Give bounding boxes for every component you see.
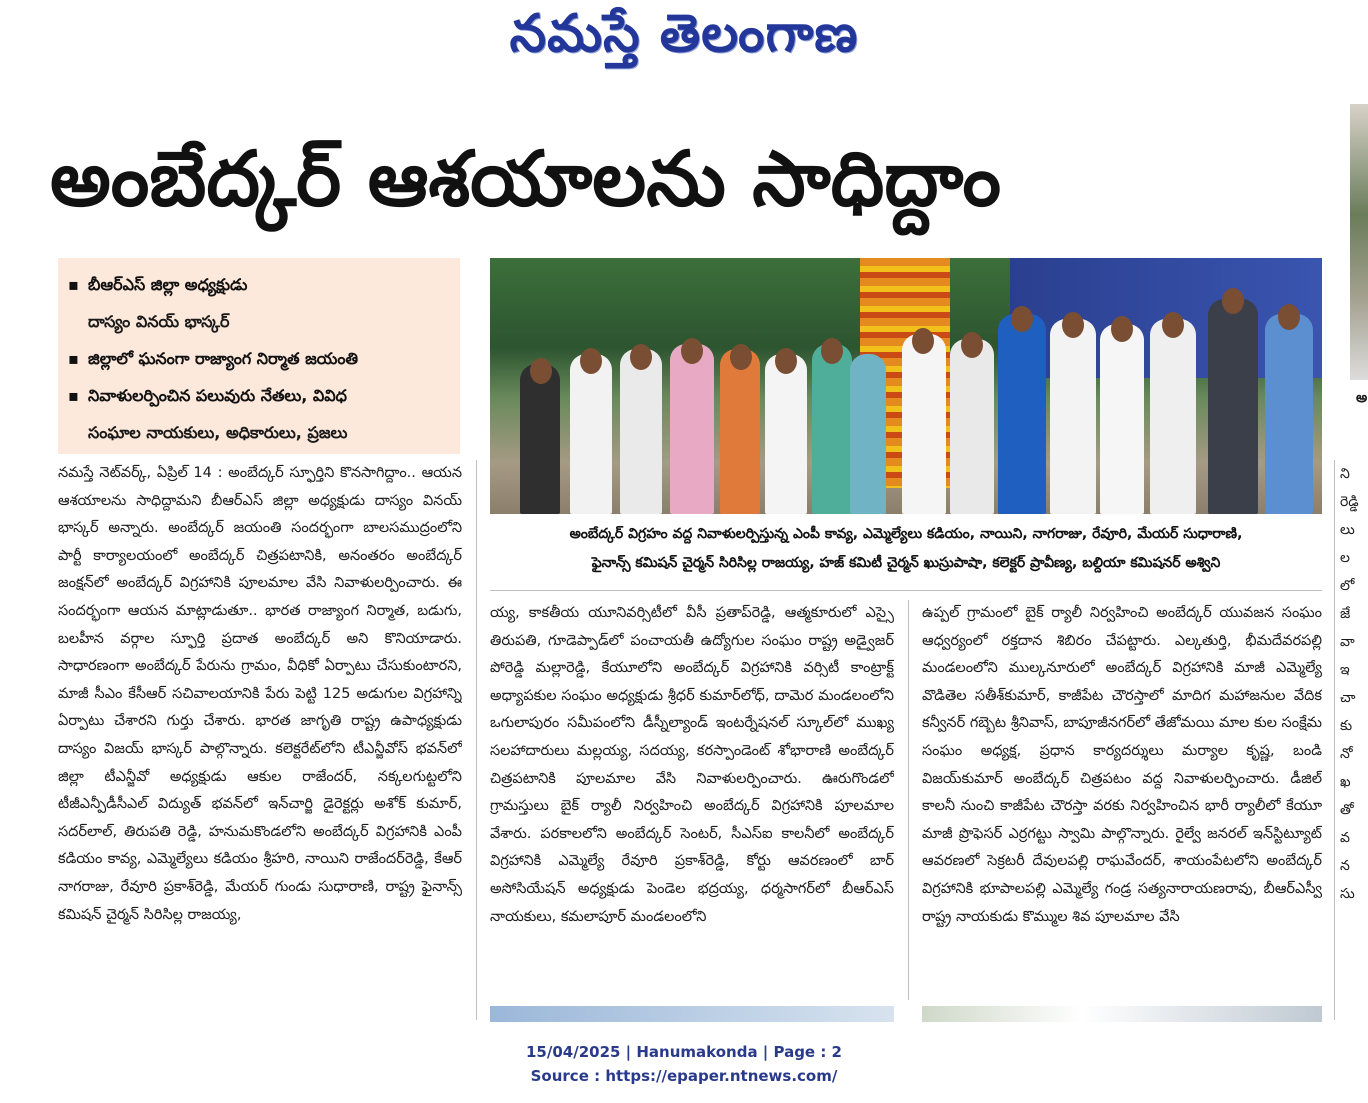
highlight-text: దాస్యం వినయ్ భాస్కర్ [88,312,230,331]
photo-person [1100,324,1144,514]
highlight-text: సంఘాల నాయకులు, అధికారులు, ప్రజలు [88,423,348,442]
masthead-logo: నమస్తే తెలంగాణ [509,4,859,64]
adjacent-strip-fragment: చా [1340,690,1356,706]
adjacent-strip-fragment: ల [1340,550,1350,566]
highlight-text: బీఆర్ఎస్ జిల్లా అధ్యక్షుడు [88,275,248,294]
adjacent-strip-fragment: సు [1340,886,1355,902]
adjacent-strip-fragment: వా [1340,634,1355,650]
adjacent-photo [1350,104,1368,380]
article-text: నమస్తే నెట్‌వర్క్, ఏప్రిల్ 14 : అంబేద్కర్ స్ఫూర్తిని కొనసాగిద్దాం.. ఆయన ఆశయాలను సాధిద్దామని బీఆర్ఎస్ జిల్లా అధ్యక్షుడు దాస్యం వినయ్ భాస్కర్ అన్నారు. అంబేద్కర్ జయంతి సందర్భంగా బాలసముద్రంలోని పార్టీ కార్యాలయంలో అంబేద్కర్ చిత్రపటానికి, అనంతరం అంబేద్కర్ జంక్షన్‌లో అంబేద్కర్ విగ్రహానికి పూలమాల వేసి నివాళులర్పించారు. ఈ సందర్భంగా ఆయన మాట్లాడుతూ.. భారత రాజ్యాంగ నిర్మాత, బడుగు, బలహీన వర్గాల స్ఫూర్తి ప్రదాత అంబేద్కర్ అని కొనియాడారు. సాధారణంగా అంబేద్కర్ పేరును గ్రామం, వీధికో ఏర్పాటు చేసుకుంటారని, మాజీ సీఎం కేసీఆర్ సచివాలయానికి పేరు పెట్టి 125 అడుగుల విగ్రహాన్ని ఏర్పాటు చేశారని గుర్తు చేశారు. భారత జాగృతి రాష్ట్ర ఉపాధ్యక్షుడు దాస్యం విజయ్ భాస్కర్ పాల్గొన్నారు. కలెక్టరేట్‌లోని టీఎన్జీవోస్ భవన్‌లో జిల్లా టీఎన్జీవో అధ్యక్షుడు ఆకుల రాజేందర్, నక్కలగుట్టలోని టీజీఎన్పీడీసీఎల్ విద్యుత్ భవన్‌లో ఇన్‌చార్జి డైరెక్టర్లు అశోక్ కుమార్, సదర్‌లాల్, తిరుపతి రెడ్డి, హనుమకొండలోని అంబేద్కర్ విగ్రహానికి ఎంపీ కడియం కావ్య, ఎమ్మెల్యేలు కడియం శ్రీహరి, నాయిని రాజేందర్‌రెడ్డి, కేఆర్ నాగరాజు, రేవూరి ప్రకాశ్‌రెడ్డి, మేయర్ గుండు సుధారాణి, రాష్ట్ర ఫైనాన్స్ కమిషన్ చైర్మన్ సిరిసిల్ల రాజయ్య, [58,465,462,923]
bottom-photo-right [922,1006,1322,1022]
article-column-3 [922,600,1322,1000]
photo-head [775,348,797,374]
article-text: ఉప్పల్ గ్రామంలో బైక్ ర్యాలీ నిర్వహించి అంబేద్కర్ యువజన సంఘం ఆధ్వర్యంలో రక్తదాన శిబిరం చేపట్టారు. ఎల్కతుర్తి, భీమదేవరపల్లి మండలంలోని ముల్కనూరులో అంబేద్కర్ విగ్రహానికి మాజీ ఎమ్మెల్యే వొడితెల సతీశ్‌కుమార్, కాజీపేట చౌరస్తాలో మాదిగ మహాజనుల వేదిక కన్వీనర్ గబ్బెట శ్రీనివాస్, బాపూజీనగర్‌లో తేజోమయి మాల కుల సంక్షేమ సంఘం అధ్యక్ష, ప్రధాన కార్యదర్శులు మర్యాల కృష్ణ, బండి విజయ్‌కుమార్ అంబేద్కర్ చిత్రపటం వద్ద నివాళులర్పించారు. డీజిల్ కాలనీ నుంచి కాజీపేట చౌరస్తా వరకు నిర్వహించిన భారీ ర్యాలీలో కేయూ మాజీ ప్రొఫెసర్ ఎర్రగట్టు స్వామి పాల్గొన్నారు. రైల్వే జనరల్ ఇన్‌స్టిట్యూట్ ఆవరణలో సెక్రటరీ దేవులపల్లి రాఘవేందర్, శాయంపేటలోని అంబేద్కర్ విగ్రహానికి భూపాలపల్లి ఎమ్మెల్యే గండ్ర సత్యనారాయణరావు, బీఆర్ఎస్వీ రాష్ట్ర నాయకుడు కొమ్ముల శివ పూలమాల వేసి [922,605,1322,925]
article-column-1 [58,460,462,1022]
highlight-item [68,340,450,377]
photo-head [1062,312,1084,338]
photo-caption [490,520,1322,582]
highlights-box [58,258,460,454]
bottom-photo-left [490,1006,894,1022]
adjacent-article-strip [1340,460,1368,1020]
photo-person [812,344,852,514]
adjacent-strip-fragment: లు [1340,522,1355,538]
photo-head [1111,316,1133,342]
adjacent-strip-fragment: తో [1340,802,1354,818]
caption-line: ఫైనాన్స్ కమిషన్ చైర్మన్ సిరిసిల్ల రాజయ్య, హజ్ కమిటీ చైర్మన్ ఖుస్రుపాషా, కలెక్టర్ ప్రావీణ్య, బల్దియా కమిషనర్ అశ్విని [591,555,1221,571]
caption-line: అంబేద్కర్ విగ్రహం వద్ద నివాళులర్పిస్తున్న ఎంపీ కావ్య, ఎమ్మెల్యేలు కడియం, నాయిని, నాగరాజు, రేవూరి, మేయర్ సుధారాణి, [569,526,1243,542]
photo-person [1265,314,1313,514]
article-text: య్య, కాకతీయ యూనివర్సిటీలో వీసీ ప్రతాప్‌రెడ్డి, ఆత్మకూరులో ఎస్సై తిరుపతి, గూడెప్పాడ్‌లో పంచాయతీ ఉద్యోగుల సంఘం రాష్ట్ర అడ్వైజర్ పోరెడ్డి మల్లారెడ్డి, కేయూలోని అంబేద్కర్ విగ్రహానికి వర్సిటీ కాంట్రాక్ట్ అధ్యాపకుల సంఘం అధ్యక్షుడు శ్రీధర్ కుమార్‌లోధ్, దామెర మండలంలోని ఒగులాపురం సమీపంలోని డీస్నీల్యాండ్ ఇంటర్నేషనల్ స్కూల్‌లో ముఖ్య సలహాదారులు మల్లయ్య, సదయ్య, కరస్పాండెంట్ శోభారాణి అంబేద్కర్ చిత్రపటానికి పూలమాల వేసి నివాళులర్పించారు. ఊరుగొండలో గ్రామస్తులు బైక్ ర్యాలీ నిర్వహించి అంబేద్కర్ విగ్రహానికి పూలమాల వేశారు. పరకాలలోని అంబేద్కర్ సెంటర్, సీఎస్ఐ కాలనీలో అంబేద్కర్ విగ్రహానికి ఎమ్మెల్యే రేవూరి ప్రకాశ్‌రెడ్డి, కోర్టు ఆవరణంలో బార్ అసోసియేషన్ అధ్యక్షుడు పెండెల భద్రయ్య, ధర్మసాగర్‌లో బీఆర్ఎస్ నాయకులు, కమలాపూర్ మండలంలోని [490,605,894,925]
news-photo [490,258,1322,514]
photo-head [580,348,602,374]
divider [908,600,909,1000]
footer-source-line: Source : https://epaper.ntnews.com/ [530,1067,838,1085]
highlight-item [68,266,450,303]
divider [490,590,1322,591]
photo-person [950,339,994,514]
photo-person [570,354,612,514]
adjacent-strip-fragment: లో [1340,578,1355,594]
photo-person [520,364,560,514]
adjacent-strip-fragment: నో [1340,746,1353,762]
photo-person [998,314,1046,514]
photo-person [1208,299,1258,514]
photo-head [530,358,552,384]
photo-head [1162,312,1184,338]
photo-person [850,354,886,514]
photo-person [670,344,714,514]
photo-head [1011,306,1033,332]
bullet-icon: ▪ [68,386,79,405]
photo-person [902,334,946,514]
adjacent-strip-fragment: ఖ [1340,774,1351,790]
photo-person [620,349,662,514]
highlight-item [68,377,450,414]
adjacent-strip-fragment: వ [1340,830,1350,846]
adjacent-strip-fragment: జే [1340,606,1351,622]
bullet-icon: ▪ [68,349,79,368]
divider [476,460,477,1020]
photo-head [1278,304,1300,330]
adjacent-strip-fragment: ఇ [1340,662,1350,678]
photo-head [681,338,703,364]
bullet-icon: ▪ [68,275,79,294]
photo-head [821,338,843,364]
adjacent-strip-fragment: కు [1340,718,1353,734]
highlight-text: జిల్లాలో ఘనంగా రాజ్యాంగ నిర్మాత జయంతి [88,349,358,368]
photo-head [961,332,983,358]
photo-head [912,328,934,354]
adjacent-strip-fragment: రెడ్డి [1340,494,1359,510]
photo-head [730,344,752,370]
photo-person [765,354,807,514]
footer-date-line: 15/04/2025 | Hanumakonda | Page : 2 [525,1043,842,1061]
adjacent-strip-fragment: న [1340,858,1350,874]
adjacent-caption: అ [1356,390,1368,406]
article-column-2 [490,600,894,1000]
photo-person [1050,319,1096,514]
photo-person [1150,319,1196,514]
photo-head [1222,288,1244,314]
footer [0,1040,1368,1088]
divider [1334,460,1335,1020]
adjacent-strip-fragment: ని [1340,466,1350,482]
headline: అంబేద్కర్ ఆశయాలను సాధిద్దాం [50,134,1002,223]
photo-person [720,349,760,514]
photo-head [630,344,652,370]
highlight-text: నివాళులర్పించిన పలువురు నేతలు, వివిధ [88,386,347,405]
